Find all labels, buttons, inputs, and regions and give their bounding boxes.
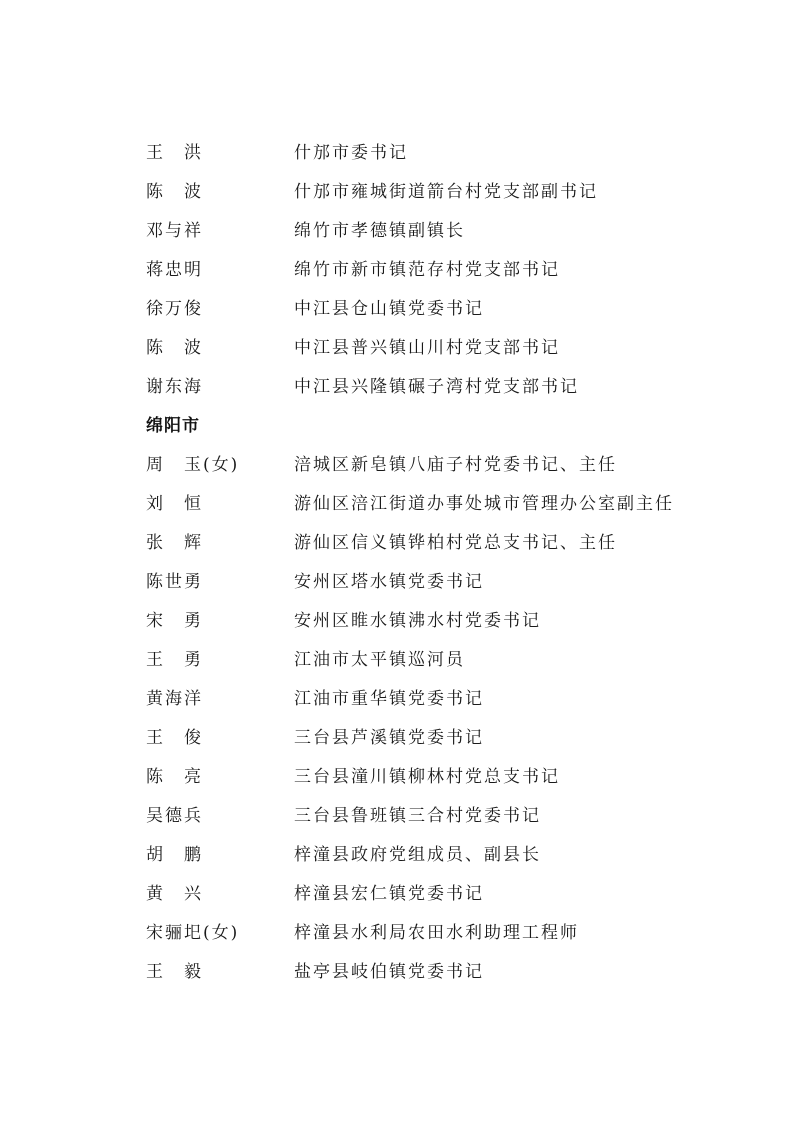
person-title: 中江县仓山镇党委书记: [294, 299, 484, 319]
list-item: [146, 560, 746, 599]
person-title: 三台县潼川镇柳林村党总支书记: [294, 767, 560, 787]
person-name: 胡 鹏: [146, 845, 203, 865]
list-item: [146, 326, 746, 365]
person-title: 盐亭县岐伯镇党委书记: [294, 962, 484, 982]
person-name: 王 洪: [146, 143, 203, 163]
roster-list: [146, 131, 746, 989]
list-item: [146, 833, 746, 872]
list-item: [146, 716, 746, 755]
person-title: 什邡市雍城街道箭台村党支部副书记: [294, 182, 598, 202]
list-item: [146, 638, 746, 677]
list-item: [146, 872, 746, 911]
list-item: [146, 170, 746, 209]
list-item: [146, 599, 746, 638]
person-name: 宋 勇: [146, 611, 203, 631]
person-name: 陈 波: [146, 182, 203, 202]
person-name: 谢东海: [146, 377, 203, 397]
person-title: 梓潼县水利局农田水利助理工程师: [294, 923, 579, 943]
list-item: [146, 911, 746, 950]
person-title: 梓潼县政府党组成员、副县长: [294, 845, 541, 865]
person-name: 黄海洋: [146, 689, 203, 709]
person-name: 陈世勇: [146, 572, 203, 592]
person-name: 邓与祥: [146, 221, 203, 241]
person-title: 江油市太平镇巡河员: [294, 650, 465, 670]
person-name: 王 勇: [146, 650, 203, 670]
person-title: 游仙区涪江街道办事处城市管理办公室副主任: [294, 494, 674, 514]
person-title: 三台县鲁班镇三合村党委书记: [294, 806, 541, 826]
person-name: 徐万俊: [146, 299, 203, 319]
person-title: 江油市重华镇党委书记: [294, 689, 484, 709]
person-title: 绵竹市孝德镇副镇长: [294, 221, 465, 241]
list-item: [146, 794, 746, 833]
person-name: 王 毅: [146, 962, 203, 982]
person-title: 三台县芦溪镇党委书记: [294, 728, 484, 748]
person-title: 绵竹市新市镇范存村党支部书记: [294, 260, 560, 280]
person-title: 安州区睢水镇沸水村党委书记: [294, 611, 541, 631]
person-name: 刘 恒: [146, 494, 203, 514]
list-item: [146, 443, 746, 482]
person-name: 陈 波: [146, 338, 203, 358]
person-name: 王 俊: [146, 728, 203, 748]
list-item: [146, 131, 746, 170]
person-name: 蒋忠明: [146, 260, 203, 280]
person-name: 陈 亮: [146, 767, 203, 787]
section-heading: 绵阳市: [146, 416, 200, 436]
person-name: 宋骊圯(女): [146, 923, 240, 943]
person-title: 游仙区信义镇铧柏村党总支书记、主任: [294, 533, 617, 553]
list-item: [146, 248, 746, 287]
person-title: 什邡市委书记: [294, 143, 408, 163]
person-title: 中江县普兴镇山川村党支部书记: [294, 338, 560, 358]
list-item: [146, 950, 746, 989]
list-item: [146, 755, 746, 794]
person-title: 中江县兴隆镇碾子湾村党支部书记: [294, 377, 579, 397]
person-title: 安州区塔水镇党委书记: [294, 572, 484, 592]
person-name: 黄 兴: [146, 884, 203, 904]
list-item: [146, 365, 746, 404]
person-title: 涪城区新皂镇八庙子村党委书记、主任: [294, 455, 617, 475]
list-item: [146, 677, 746, 716]
list-item: [146, 287, 746, 326]
list-item: [146, 209, 746, 248]
list-item: [146, 482, 746, 521]
person-name: 吴德兵: [146, 806, 203, 826]
person-name: 周 玉(女): [146, 455, 240, 475]
person-title: 梓潼县宏仁镇党委书记: [294, 884, 484, 904]
person-name: 张 辉: [146, 533, 203, 553]
list-item: [146, 521, 746, 560]
